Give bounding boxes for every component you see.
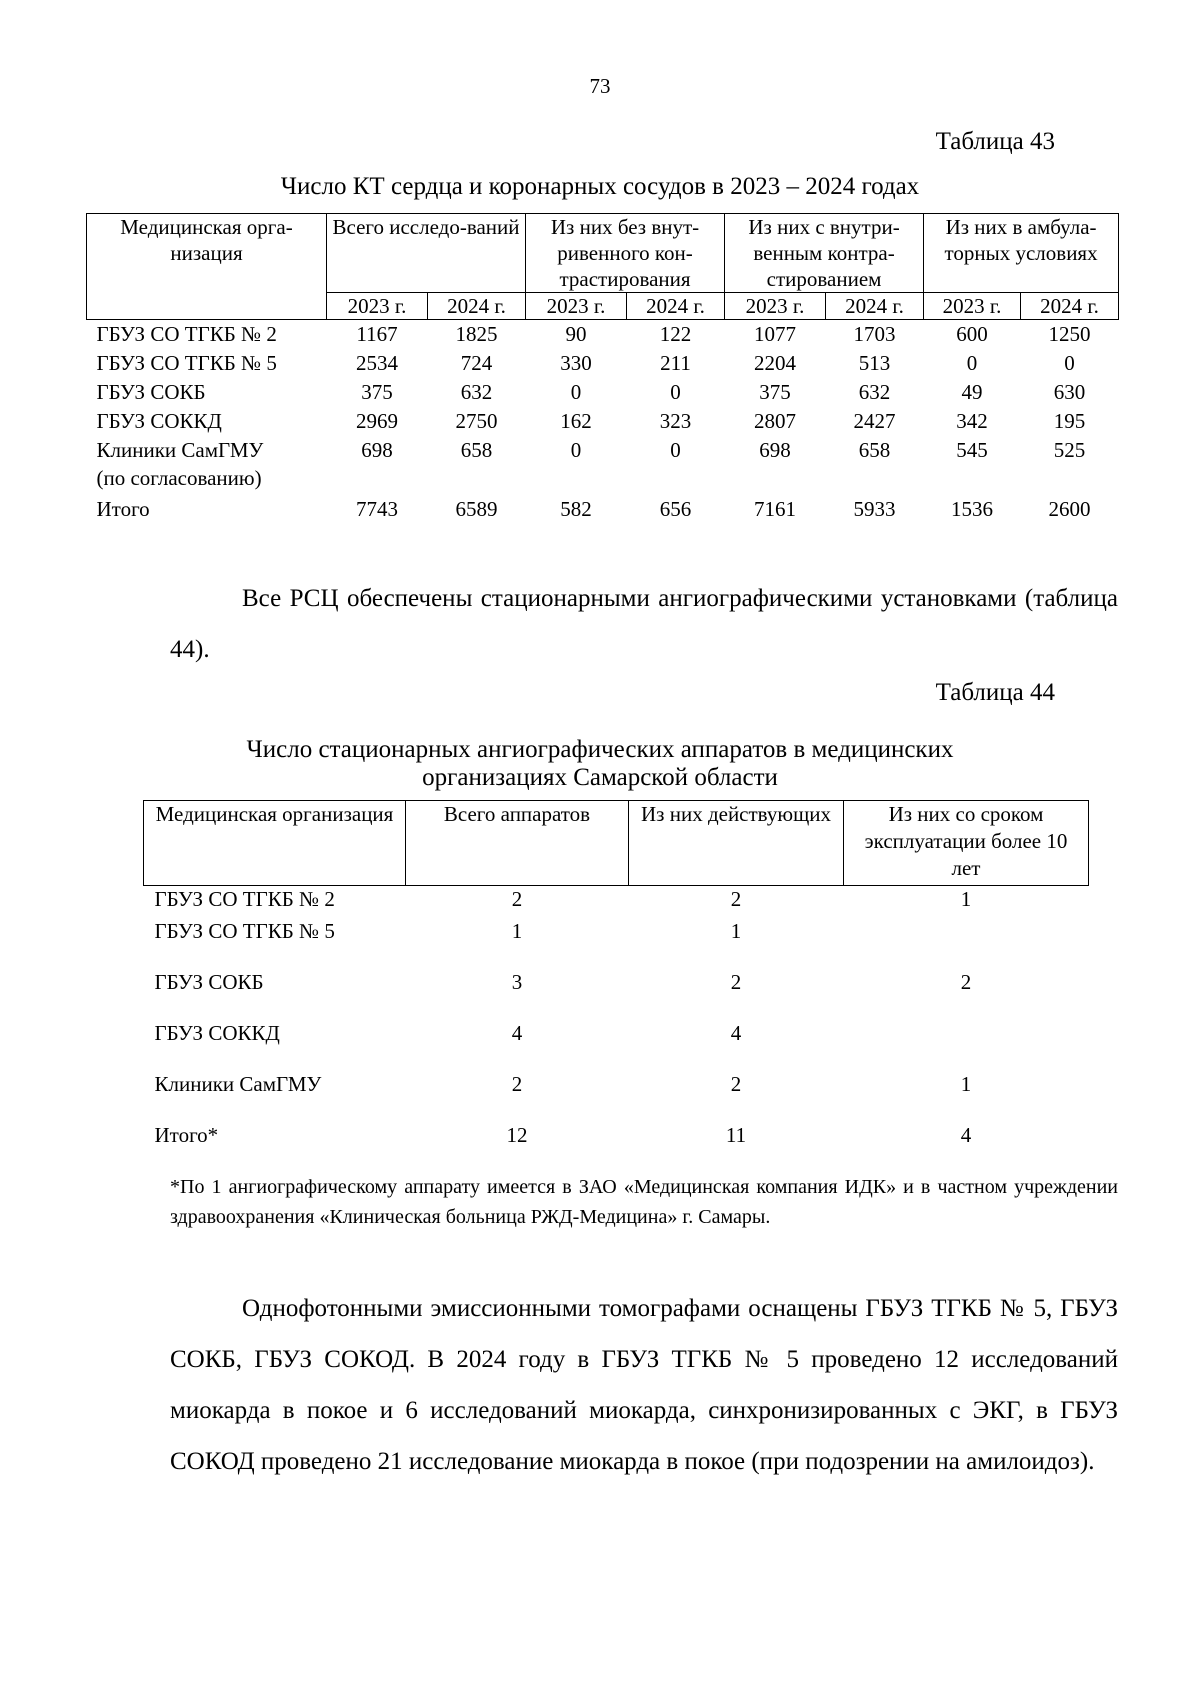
table-row: [144, 1020, 1089, 1071]
cell: 698: [361, 438, 393, 462]
cell: 2969: [356, 409, 398, 433]
row-org: Итого: [96, 497, 150, 521]
cell: 211: [660, 351, 691, 375]
cell: 2750: [455, 409, 498, 433]
cell: 195: [1053, 409, 1086, 433]
table-row-total: [87, 495, 1119, 524]
header-org: Медицинская организация: [144, 801, 406, 886]
cell: 545: [956, 438, 988, 462]
cell: 1: [960, 1071, 972, 1096]
cell: 49: [961, 380, 983, 404]
cell: 698: [759, 438, 791, 462]
cell: 4: [960, 1122, 972, 1147]
cell: 2: [960, 969, 972, 994]
cell: 0: [1064, 351, 1075, 375]
cell: 3: [511, 969, 523, 994]
cell: 513: [858, 351, 891, 375]
cell: 2: [730, 887, 742, 911]
cell: 375: [759, 380, 791, 404]
cell: 90: [565, 322, 587, 346]
cell: 1: [511, 918, 523, 943]
table-row: [144, 918, 1089, 969]
row-org: ГБУЗ СО ТГКБ № 2: [96, 322, 277, 346]
table-44-footnote: *По 1 ангиографическому аппарату имеется в ЗАО «Медицинская компания ИДК» и в частном учреждении здравоохранения «Клиническая больница РЖД-Медицина» г. Самары.: [170, 1176, 1118, 1228]
cell: 658: [858, 438, 891, 462]
cell: 632: [460, 380, 493, 404]
table-44: [143, 800, 1089, 1154]
cell: 1536: [951, 497, 994, 521]
row-org: ГБУЗ СОКБ: [154, 969, 264, 994]
cell: 2600: [1048, 497, 1091, 521]
cell: 1825: [455, 322, 498, 346]
cell: 2: [730, 1071, 742, 1096]
cell: 0: [570, 438, 582, 462]
cell: 7743: [356, 497, 398, 521]
header-with-contrast: Из них с внутри-венным контра-стированием: [725, 214, 924, 293]
header-org: Медицинская орга-низация: [87, 214, 327, 320]
cell: 2534: [356, 351, 398, 375]
cell: 11: [725, 1122, 747, 1147]
row-org: ГБУЗ СО ТГКБ № 5: [96, 351, 277, 375]
table-43-header-row: [87, 214, 1119, 293]
table-row: [87, 378, 1119, 407]
table-44-label: Таблица 44: [935, 679, 1055, 706]
cell: 1250: [1048, 322, 1091, 346]
year-header: 2023 г.: [327, 293, 428, 320]
header-no-contrast: Из них без внут-ривенного кон-трастирования: [526, 214, 725, 293]
cell: 1077: [754, 322, 797, 346]
cell: 600: [956, 322, 988, 346]
paragraph-2: [170, 1283, 1118, 1487]
table-row: [144, 969, 1089, 1020]
table-44-caption-line2: организациях Самарской области: [422, 764, 778, 791]
year-header: 2024 г.: [627, 293, 725, 320]
table-44-caption-line1: Число стационарных ангиографических аппаратов в медицинских: [246, 736, 954, 763]
table-row-total: [144, 1122, 1089, 1154]
page-number: 73: [589, 74, 611, 98]
cell: 724: [460, 351, 493, 375]
cell: 1: [730, 918, 742, 943]
cell: 2: [730, 969, 742, 994]
cell: 342: [956, 409, 988, 433]
cell: 0: [570, 380, 582, 404]
year-header: 2023 г.: [725, 293, 826, 320]
row-org: Клиники СамГМУ: [154, 1071, 322, 1096]
row-org: ГБУЗ СО ТГКБ № 5: [154, 918, 335, 943]
cell: 0: [670, 438, 681, 462]
header-total-devices: Всего аппаратов: [406, 801, 629, 886]
table-row: [87, 436, 1119, 495]
year-header: 2023 г.: [526, 293, 627, 320]
cell: 632: [858, 380, 891, 404]
cell: 12: [506, 1122, 528, 1147]
cell: 1167: [356, 322, 398, 346]
cell: 2204: [754, 351, 797, 375]
year-header: 2024 г.: [428, 293, 526, 320]
table-row: [87, 407, 1119, 436]
cell: 630: [1053, 380, 1086, 404]
year-header: 2023 г.: [924, 293, 1021, 320]
table-row: [144, 1071, 1089, 1122]
cell: 6589: [455, 497, 498, 521]
cell: 122: [659, 322, 692, 346]
header-outpatient: Из них в амбула-торных условиях: [924, 214, 1119, 293]
cell: 7161: [754, 497, 797, 521]
cell: 4: [511, 1020, 523, 1045]
table-row: [87, 349, 1119, 378]
row-org: [87, 436, 327, 495]
row-org: ГБУЗ СОККД: [96, 409, 222, 433]
row-org: Итого*: [154, 1122, 219, 1147]
paragraph-1-text: Все РСЦ обеспечены стационарными ангиографическими установками (таблица 44).: [170, 585, 1118, 663]
year-header: 2024 г.: [826, 293, 924, 320]
cell: 5933: [853, 497, 896, 521]
cell: 2: [511, 1071, 523, 1096]
row-org: ГБУЗ СОККД: [154, 1020, 280, 1045]
table-row: [87, 320, 1119, 350]
cell: 582: [560, 497, 592, 521]
cell: 1: [960, 887, 972, 911]
year-header: 2024 г.: [1021, 293, 1119, 320]
row-org: ГБУЗ СОКБ: [96, 380, 206, 404]
cell: [844, 918, 1089, 969]
cell: [844, 1020, 1089, 1071]
cell: 162: [560, 409, 592, 433]
cell: 0: [670, 380, 681, 404]
cell: 525: [1053, 438, 1086, 462]
header-old-devices: Из них со сроком эксплуатации более 10 лет: [844, 801, 1089, 886]
cell: 323: [659, 409, 692, 433]
row-org: ГБУЗ СО ТГКБ № 2: [154, 887, 335, 911]
paragraph-2-text: Однофотонными эмиссионными томографами оснащены ГБУЗ ТГКБ № 5, ГБУЗ СОКБ, ГБУЗ СОКОД. В 2024 году в ГБУЗ ТГКБ № 5 проведено 12 исследований миокарда в покое и 6 исследований миокарда, синхронизированных с ЭКГ, в ГБУЗ СОКОД проведено 21 исследование миокарда в покое (при подозрении на амилоидоз).: [170, 1295, 1118, 1475]
table-row: [144, 886, 1089, 918]
row-org-name: Клиники СамГМУ: [96, 438, 264, 462]
cell: 330: [560, 351, 592, 375]
cell: 656: [659, 497, 692, 521]
table-43-caption: Число КТ сердца и коронарных сосудов в 2023 – 2024 годах: [280, 173, 920, 200]
cell: 2427: [853, 409, 896, 433]
table-43-label: Таблица 43: [935, 128, 1055, 155]
cell: 2: [511, 887, 523, 911]
cell: 0: [966, 351, 978, 375]
paragraph-1: [170, 573, 1118, 675]
cell: 4: [730, 1020, 742, 1045]
cell: 375: [361, 380, 393, 404]
cell: 658: [460, 438, 493, 462]
header-total: Всего исследо-ваний: [327, 214, 526, 293]
table-44-header-row: [144, 801, 1089, 886]
header-active-devices: Из них действующих: [629, 801, 844, 886]
cell: 1703: [853, 322, 896, 346]
row-org-note: (по согласованию): [96, 466, 262, 490]
cell: 2807: [754, 409, 797, 433]
table-43: [86, 213, 1119, 524]
